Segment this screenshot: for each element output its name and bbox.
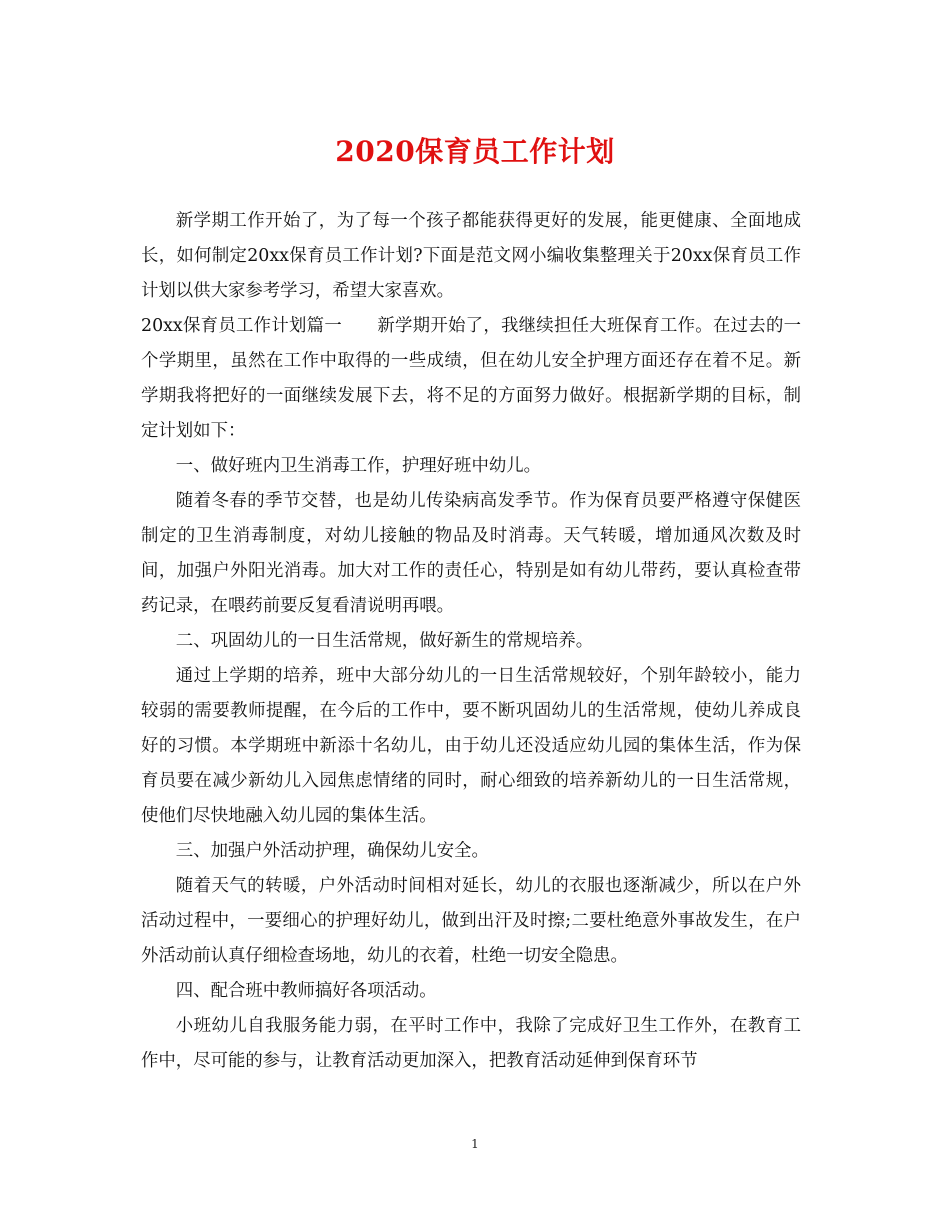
document-title: 2020保育员工作计划 (335, 135, 615, 168)
section-heading: 四、配合班中教师搞好各项活动。 (175, 981, 437, 1001)
document-body (141, 204, 801, 1079)
paragraph: 新学期工作开始了，为了每一个孩子都能获得更好的发展，能更健康、全面地成长，如何制定20xx保育员工作计划?下面是范文网小编收集整理关于20xx保育员工作计划以供大家参考学习，希望大家喜欢。 (141, 211, 801, 301)
paragraph: 20xx保育员工作计划篇一 新学期开始了，我继续担任大班保育工作。在过去的一个学期里，虽然在工作中取得的一些成绩，但在幼儿安全护理方面还存在着不足。新学期我将把好的一面继续发展下去，将不足的方面努力做好。根据新学期的目标，制定计划如下： (141, 316, 801, 441)
section-heading: 二、巩固幼儿的一日生活常规，做好新生的常规培养。 (175, 631, 594, 651)
paragraph: 随着天气的转暖，户外活动时间相对延长，幼儿的衣服也逐渐减少，所以在户外活动过程中，一要细心的护理好幼儿，做到出汗及时擦;二要杜绝意外事故发生，在户外活动前认真仔细检查场地，幼儿的衣着，杜绝一切安全隐患。 (141, 876, 801, 966)
paragraph: 随着冬春的季节交替，也是幼儿传染病高发季节。作为保育员要严格遵守保健医制定的卫生消毒制度，对幼儿接触的物品及时消毒。天气转暖，增加通风次数及时间，加强户外阳光消毒。加大对工作的责任心，特别是如有幼儿带药，要认真检查带药记录，在喂药前要反复看清说明再喂。 (141, 491, 801, 616)
section-heading: 三、加强户外活动护理，确保幼儿安全。 (175, 841, 489, 861)
section-heading: 一、做好班内卫生消毒工作，护理好班中幼儿。 (175, 456, 542, 476)
paragraph: 小班幼儿自我服务能力弱，在平时工作中，我除了完成好卫生工作外，在教育工作中，尽可能的参与，让教育活动更加深入，把教育活动延伸到保育环节 (141, 1016, 801, 1071)
paragraph: 通过上学期的培养，班中大部分幼儿的一日生活常规较好，个别年龄较小，能力较弱的需要教师提醒，在今后的工作中，要不断巩固幼儿的生活常规，使幼儿养成良好的习惯。本学期班中新添十名幼儿，由于幼儿还没适应幼儿园的集体生活，作为保育员要在减少新幼儿入园焦虑情绪的同时，耐心细致的培养新幼儿的一日生活常规，使他们尽快地融入幼儿园的集体生活。 (141, 666, 801, 826)
page-number: 1 (471, 1137, 479, 1151)
